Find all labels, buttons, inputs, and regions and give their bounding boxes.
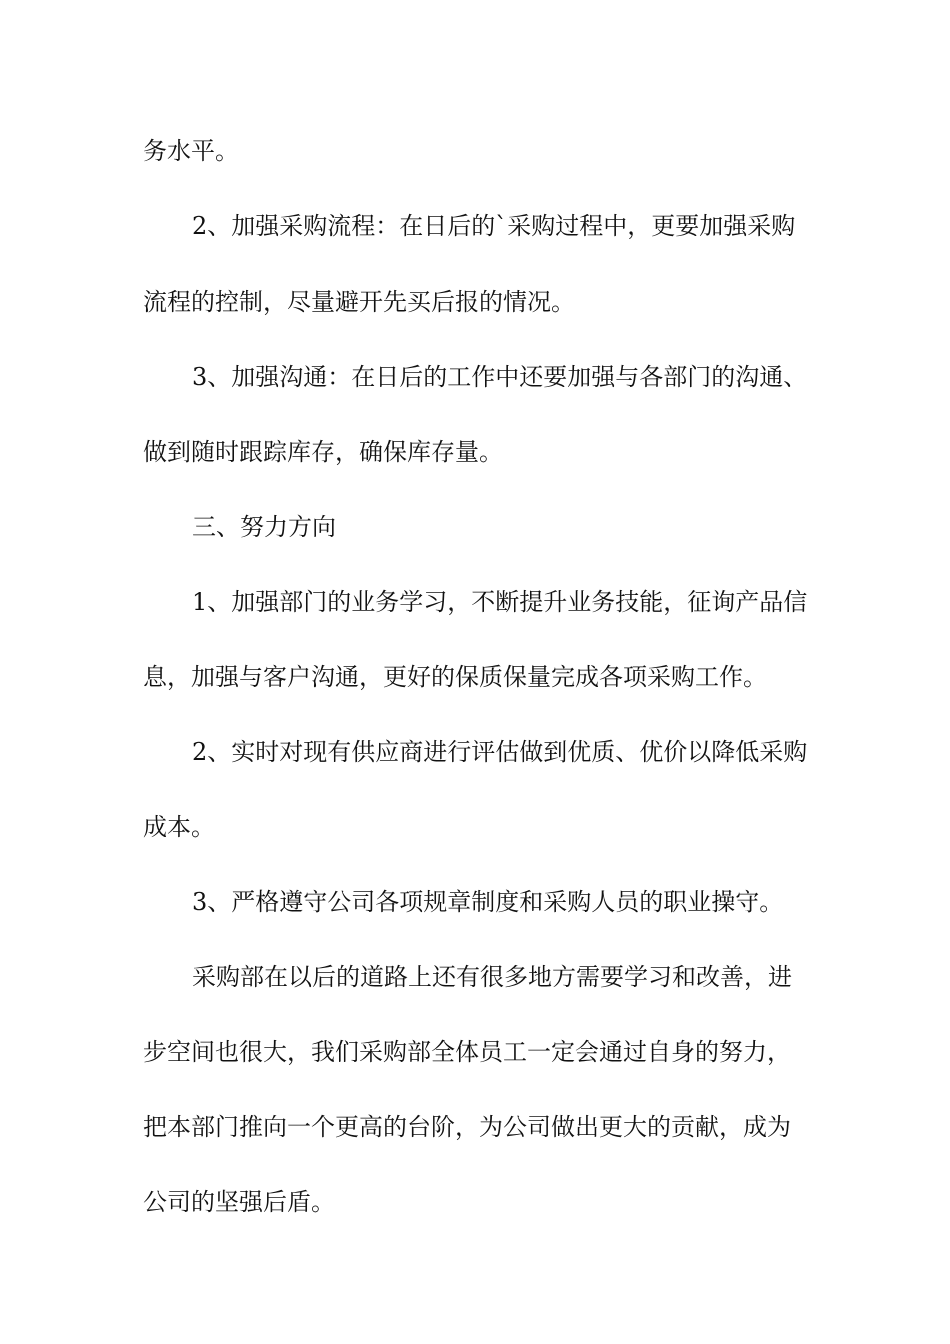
paragraph-line: 公司的坚强后盾。 (143, 1188, 335, 1216)
paragraph-line: 2、加强采购流程：在日后的`采购过程中，更要加强采购 (192, 212, 796, 240)
paragraph-line: 3、严格遵守公司各项规章制度和采购人员的职业操守。 (192, 888, 784, 916)
paragraph-line: 3、加强沟通：在日后的工作中还要加强与各部门的沟通、 (192, 363, 808, 391)
paragraph-line: 步空间也很大，我们采购部全体员工一定会通过自身的努力， (143, 1038, 791, 1066)
paragraph-line: 把本部门推向一个更高的台阶，为公司做出更大的贡献，成为 (143, 1113, 791, 1141)
paragraph-line: 息，加强与客户沟通，更好的保质保量完成各项采购工作。 (143, 663, 767, 691)
section-heading: 三、努力方向 (192, 513, 336, 541)
paragraph-line: 流程的控制，尽量避开先买后报的情况。 (143, 288, 575, 316)
paragraph-line: 采购部在以后的道路上还有很多地方需要学习和改善，进 (192, 963, 792, 991)
paragraph-line: 成本。 (143, 813, 215, 841)
paragraph-line: 务水平。 (143, 137, 239, 165)
paragraph-line: 2、实时对现有供应商进行评估做到优质、优价以降低采购 (192, 738, 808, 766)
paragraph-line: 做到随时跟踪库存，确保库存量。 (143, 438, 503, 466)
paragraph-line: 1、加强部门的业务学习，不断提升业务技能，征询产品信 (192, 588, 808, 616)
